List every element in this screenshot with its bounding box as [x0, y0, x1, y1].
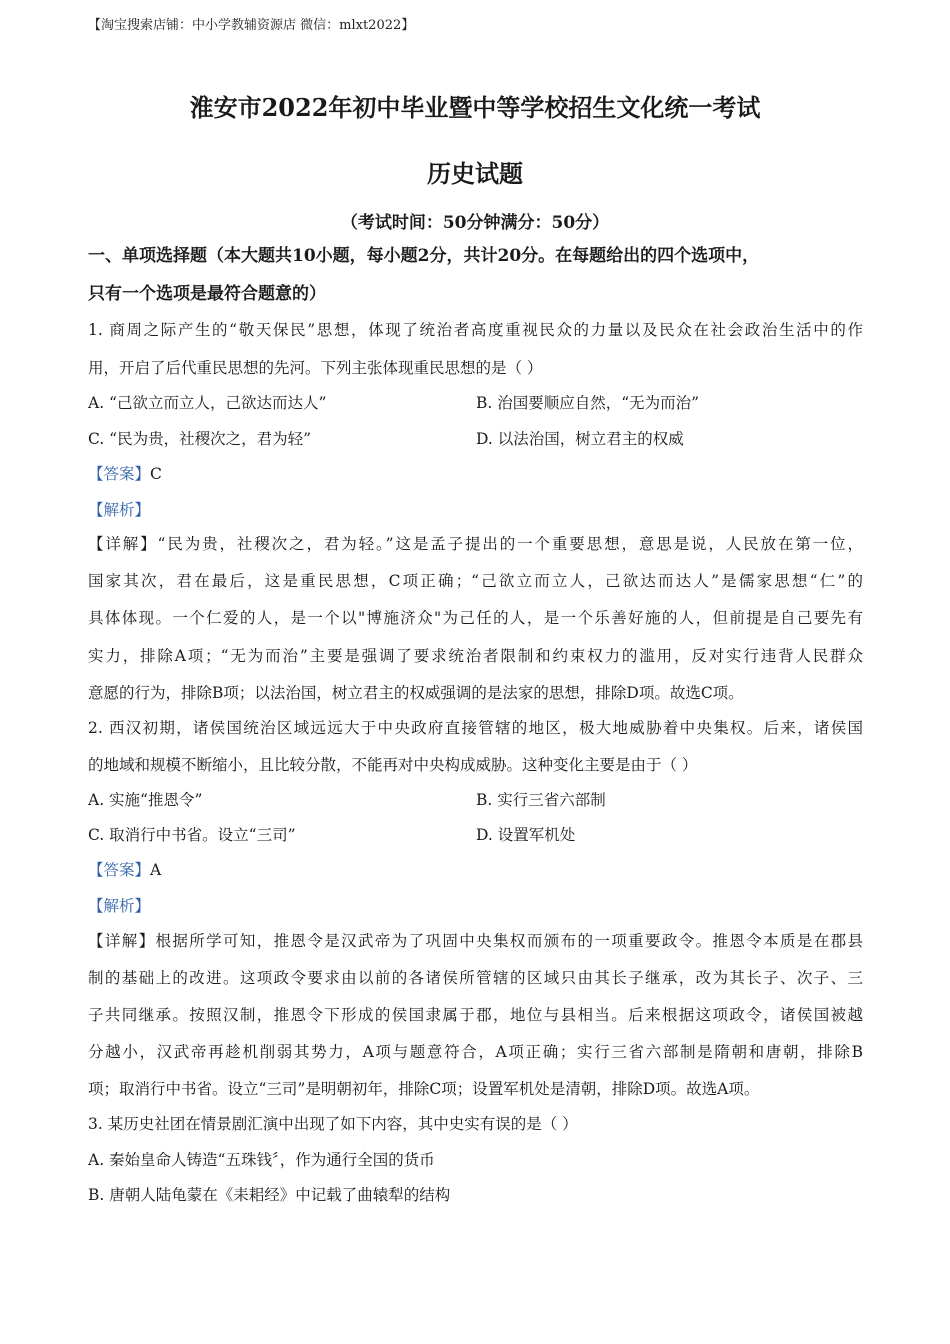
answer-label: 【答案】 [88, 861, 151, 879]
q2-detail-line4: 分越小，汉武帝再趁机削弱其势力，A项与题意符合，A项正确；实行三省六部制是隋朝和唐朝，排除B [88, 1043, 863, 1061]
q1-detail-line4: 实力，排除A项；“无为而治”主要是强调了要求统治者限制和约束权力的滥用，反对实行违背人民群众 [88, 647, 863, 665]
detail-label: 【详解】 [88, 932, 156, 950]
header-note: 【淘宝搜索店铺：中小学教辅资源店 微信：mlxt2022】 [88, 18, 415, 33]
q1-option-b: B. 治国要顺应自然，“无为而治” [476, 394, 700, 412]
q1-answer [88, 464, 863, 484]
q2-detail-line1 [88, 931, 863, 951]
q1-analysis-label: 【解析】 [88, 501, 151, 519]
q2-option-b: B. 实行三省六部制 [476, 791, 606, 809]
q2-analysis-label: 【解析】 [88, 897, 151, 915]
q2-option-d: D. 设置军机处 [476, 826, 576, 844]
q1-stem-line1: 1. 商周之际产生的“敬天保民”思想，体现了统治者高度重视民众的力量以及民众在社会政治生活中的作 [88, 321, 863, 339]
q1-answer-value: C [150, 465, 162, 483]
section-heading-line1: 一、单项选择题（本大题共10小题，每小题2分，共计20分。在每题给出的四个选项中， [88, 246, 760, 266]
q1-detail-line3: 具体体现。一个仁爱的人，是一个以"博施济众"为己任的人，是一个乐善好施的人，但前提是自己要先有 [88, 609, 863, 627]
exam-info: （考试时间：50分钟满分：50分） [340, 213, 610, 233]
q1-option-c: C. “民为贵，社稷次之，君为轻” [88, 430, 312, 448]
detail-label: 【详解】 [88, 535, 158, 553]
section-heading-line2: 只有一个选项是最符合题意的） [88, 284, 326, 304]
q1-detail-line1 [88, 534, 863, 554]
q2-stem-line1: 2. 西汉初期，诸侯国统治区域远远大于中央政府直接管辖的地区，极大地威胁着中央集权。后来，诸侯国 [88, 719, 863, 737]
q3-option-a: A. 秦始皇命人铸造“五珠钱〞，作为通行全国的货币 [88, 1151, 435, 1169]
exam-subtitle: 历史试题 [427, 159, 523, 188]
q2-detail-line2: 制的基础上的改进。这项政令要求由以前的各诸侯所管辖的区域只由其长子继承，改为其长子、次子、三 [88, 969, 863, 987]
q3-option-b: B. 唐朝人陆龟蒙在《耒耜经》中记载了曲辕犁的结构 [88, 1186, 451, 1204]
q1-detail-text1: “民为贵，社稷次之，君为轻。”这是孟子提出的一个重要思想，意思是说，人民放在第一位， [157, 535, 863, 553]
q2-answer [88, 860, 863, 880]
q2-option-a: A. 实施“推恩令” [88, 791, 203, 809]
q2-detail-line5: 项；取消行中书省。设立“三司”是明朝初年，排除C项；设置军机处是清朝，排除D项。故选A项。 [88, 1080, 760, 1098]
q2-option-c: C. 取消行中书省。设立“三司” [88, 826, 296, 844]
answer-label: 【答案】 [88, 465, 151, 483]
q2-stem-line2: 的地域和规模不断缩小，且比较分散，不能再对中央构成威胁。这种变化主要是由于（ ） [88, 756, 698, 774]
q1-option-a: A. “己欲立而立人，己欲达而达人” [88, 394, 327, 412]
q2-detail-line3: 子共同继承。按照汉制，推恩令下形成的侯国隶属于郡，地位与县相当。后来根据这项政令，诸侯国被越 [88, 1006, 863, 1024]
q3-stem-line1: 3. 某历史社团在情景剧汇演中出现了如下内容，其中史实有误的是（ ） [88, 1115, 578, 1133]
q1-option-d: D. 以法治国，树立君主的权威 [476, 430, 684, 448]
exam-title: 淮安市2022年初中毕业暨中等学校招生文化统一考试 [189, 93, 761, 122]
q1-detail-line5: 意愿的行为，排除B项；以法治国，树立君主的权威强调的是法家的思想，排除D项。故选C项。 [88, 684, 744, 702]
q2-answer-value: A [150, 861, 162, 879]
q1-detail-line2: 国家其次，君在最后，这是重民思想，C项正确；“己欲立而立人，己欲达而达人”是儒家思想“仁”的 [88, 572, 863, 590]
q2-detail-text1: 根据所学可知，推恩令是汉武帝为了巩固中央集权而颁布的一项重要政令。推恩令本质是在郡县 [155, 932, 863, 950]
q1-stem-line2: 用，开启了后代重民思想的先河。下列主张体现重民思想的是（ ） [88, 359, 543, 377]
